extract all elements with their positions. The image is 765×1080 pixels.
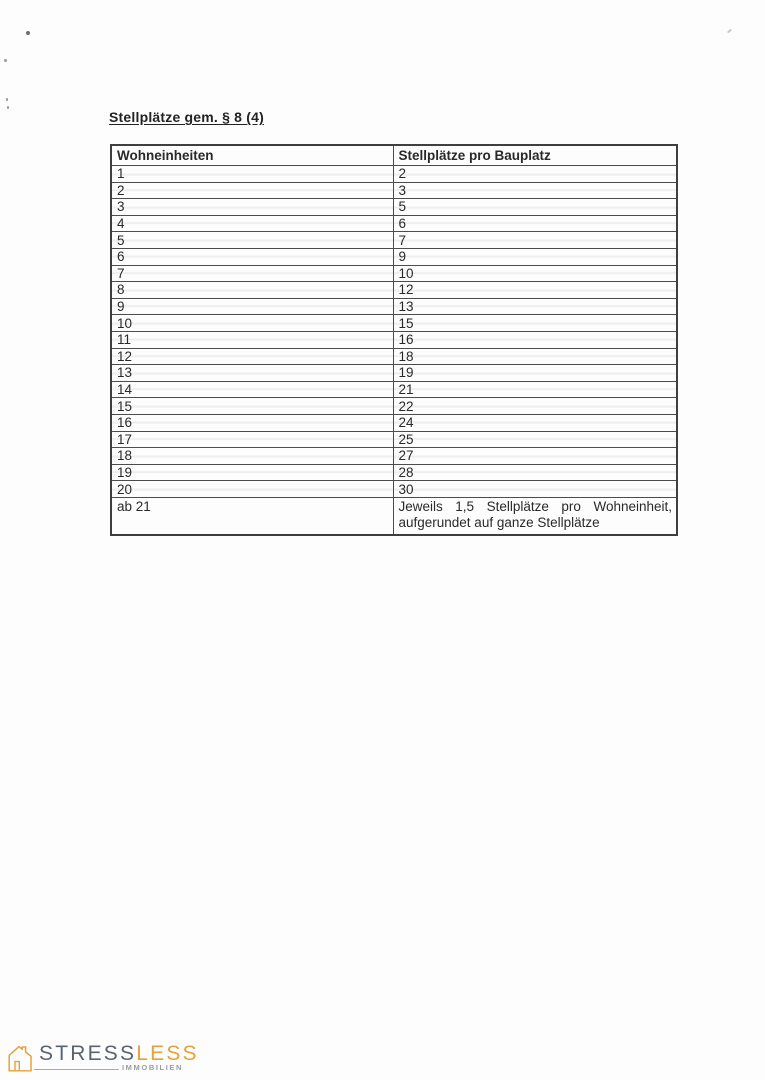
table-row: [111, 265, 677, 282]
table-row: [111, 431, 677, 448]
stellplaetze-cell: 15: [393, 315, 677, 332]
logo-subtitle: IMMOBILIEN: [122, 1063, 183, 1072]
table-row: [111, 315, 677, 332]
wohneinheiten-cell: 3: [111, 199, 393, 216]
wohneinheiten-cell: 9: [111, 298, 393, 315]
scan-speck: [7, 106, 9, 109]
stellplaetze-cell: 12: [393, 282, 677, 299]
wohneinheiten-cell: 4: [111, 215, 393, 232]
stellplaetze-cell: 22: [393, 398, 677, 415]
stellplaetze-cell: 18: [393, 348, 677, 365]
table-row: [111, 215, 677, 232]
table-row: [111, 331, 677, 348]
stellplaetze-cell: 28: [393, 464, 677, 481]
wohneinheiten-cell: 18: [111, 448, 393, 465]
brand-accent: LESS: [136, 1042, 199, 1065]
wohneinheiten-cell: 8: [111, 282, 393, 299]
stellplaetze-cell: 2: [393, 166, 677, 183]
wohneinheiten-cell: 1: [111, 166, 393, 183]
house-outline-icon: [8, 1044, 35, 1072]
wohneinheiten-cell: ab 21: [111, 497, 393, 535]
scan-speck: [26, 31, 30, 35]
wohneinheiten-cell: 14: [111, 381, 393, 398]
scan-speck: [727, 29, 732, 34]
wohneinheiten-cell: 7: [111, 265, 393, 282]
table-row: [111, 481, 677, 498]
stellplaetze-cell: 3: [393, 182, 677, 199]
wohneinheiten-cell: 16: [111, 414, 393, 431]
stellplaetze-cell: 6: [393, 215, 677, 232]
stellplaetze-cell: 7: [393, 232, 677, 249]
wohneinheiten-cell: 10: [111, 315, 393, 332]
stellplaetze-cell: 9: [393, 248, 677, 265]
stellplaetze-cell: 25: [393, 431, 677, 448]
table-row: [111, 199, 677, 216]
parking-spaces-table: [110, 144, 678, 536]
table-body: [111, 166, 677, 535]
scan-speck: [6, 98, 8, 101]
wohneinheiten-cell: 2: [111, 182, 393, 199]
wohneinheiten-cell: 13: [111, 365, 393, 382]
stellplaetze-cell: 27: [393, 448, 677, 465]
logo-rule: [34, 1069, 119, 1070]
wohneinheiten-cell: 20: [111, 481, 393, 498]
table-header-row: [111, 145, 677, 166]
wohneinheiten-cell: 15: [111, 398, 393, 415]
stressless-logo: [8, 1042, 199, 1078]
stellplaetze-cell: 30: [393, 481, 677, 498]
wohneinheiten-cell: 6: [111, 248, 393, 265]
table-row: [111, 448, 677, 465]
wohneinheiten-cell: 19: [111, 464, 393, 481]
table-row: [111, 248, 677, 265]
column-header-stellplaetze: Stellplätze pro Bauplatz: [393, 145, 677, 166]
table-row: [111, 182, 677, 199]
table-row: [111, 414, 677, 431]
stellplaetze-cell: Jeweils 1,5 Stellplätze pro Wohneinheit, aufgerundet auf ganze Stellplätze: [393, 497, 677, 535]
stellplaetze-cell: 24: [393, 414, 677, 431]
wohneinheiten-cell: 11: [111, 331, 393, 348]
wohneinheiten-cell: 5: [111, 232, 393, 249]
stellplaetze-cell: 5: [393, 199, 677, 216]
table-row: [111, 365, 677, 382]
wohneinheiten-cell: 17: [111, 431, 393, 448]
table-row: [111, 166, 677, 183]
stellplaetze-cell: 21: [393, 381, 677, 398]
table-row: [111, 232, 677, 249]
table-row: [111, 282, 677, 299]
scan-speck: [4, 59, 8, 63]
brand-primary: STRESS: [39, 1042, 137, 1065]
wohneinheiten-cell: 12: [111, 348, 393, 365]
table-row: [111, 464, 677, 481]
table-row: [111, 381, 677, 398]
table-row: [111, 497, 677, 535]
table-row: [111, 298, 677, 315]
table-row: [111, 348, 677, 365]
stellplaetze-cell: 16: [393, 331, 677, 348]
column-header-wohneinheiten: Wohneinheiten: [111, 145, 393, 166]
table-row: [111, 398, 677, 415]
stellplaetze-cell: 19: [393, 365, 677, 382]
stellplaetze-cell: 13: [393, 298, 677, 315]
page-title: Stellplätze gem. § 8 (4): [109, 109, 264, 125]
stellplaetze-cell: 10: [393, 265, 677, 282]
